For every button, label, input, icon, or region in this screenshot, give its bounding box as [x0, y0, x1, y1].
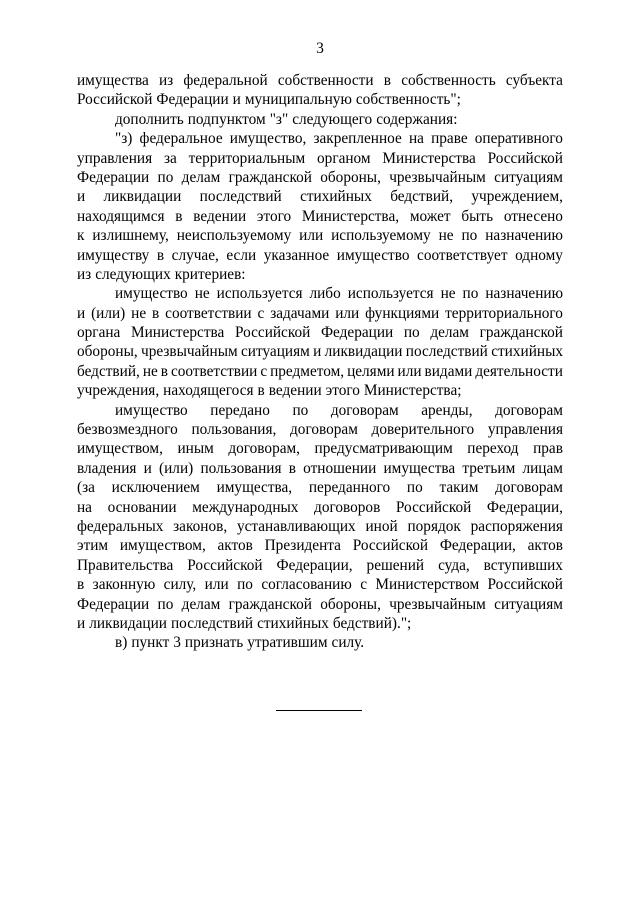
text-line [77, 149, 563, 168]
word: Министерства; [363, 382, 462, 400]
word: делам [181, 168, 221, 186]
word: (или) [159, 459, 194, 477]
word: закрепленное [313, 130, 402, 148]
text-line [77, 226, 563, 245]
word: (или) [91, 304, 126, 322]
word: согласованию [261, 576, 352, 594]
word: находящегося [163, 382, 254, 400]
word: третьим [462, 459, 516, 477]
word: договорам [290, 421, 358, 439]
word: Федерации [320, 324, 394, 342]
word: управления [77, 149, 153, 167]
word: лицам [522, 459, 563, 477]
text-line [77, 168, 563, 187]
word: Правительства [77, 556, 174, 574]
word: договорам, [228, 440, 301, 458]
word: дополнить [115, 110, 184, 128]
word: используется [347, 285, 434, 303]
word: и [77, 188, 86, 206]
word: соответствии [165, 304, 252, 322]
word: передано [210, 401, 270, 419]
word: Министерством [375, 576, 480, 594]
word: стихийных [257, 614, 329, 632]
word: из [158, 72, 174, 89]
word: имущества [77, 72, 149, 89]
word: и [143, 459, 152, 477]
word: по [406, 479, 423, 497]
word: федеральное [139, 130, 223, 148]
word: подпунктом [187, 110, 266, 128]
word: владения [77, 459, 137, 477]
text-line [77, 439, 563, 458]
word: Министерства, [301, 207, 400, 225]
word: Министерства [382, 149, 476, 167]
word: этого [325, 382, 360, 400]
text-line [77, 633, 563, 652]
word: находящимся [77, 207, 165, 225]
word: праве [431, 130, 468, 148]
text-line [77, 323, 563, 342]
word: пользования, [191, 421, 277, 439]
word: аренды, [421, 401, 473, 419]
word: оперативного [474, 130, 563, 148]
text-line [77, 71, 563, 90]
word: гражданской [228, 595, 312, 613]
word: ведении [268, 382, 322, 400]
word: не [440, 285, 456, 303]
word: не [194, 285, 210, 303]
word: Российской [77, 91, 153, 109]
word: чрезвычайным [389, 168, 486, 186]
word: последствий [405, 343, 488, 361]
word: целями [347, 362, 395, 380]
text-line [77, 498, 563, 517]
word: Российской [234, 324, 311, 342]
word: имущество [115, 285, 188, 303]
word: если [226, 246, 257, 264]
word: ликвидации [324, 343, 403, 361]
word: иной [365, 517, 398, 535]
word: обороны, [320, 595, 381, 613]
word: не [131, 304, 147, 322]
word: Федерации [77, 595, 150, 613]
word: может [409, 207, 451, 225]
text-line [77, 284, 563, 303]
text-line [77, 362, 563, 381]
word: федеральных [77, 517, 164, 535]
word: силу, [163, 576, 197, 594]
text-line [77, 420, 563, 439]
word: органа [77, 324, 121, 342]
text-line [77, 207, 563, 226]
word: назначению [485, 227, 563, 245]
word: по [462, 285, 479, 303]
word: Российской [187, 556, 263, 574]
word: делам [181, 595, 221, 613]
text-line [77, 265, 563, 284]
word: учреждением, [471, 188, 563, 206]
word: Федерации, [486, 498, 563, 516]
word: последствий [170, 614, 254, 632]
word: имущество, [229, 130, 307, 148]
word: переход [467, 440, 519, 458]
word: переданного [308, 479, 391, 497]
word: по [292, 401, 309, 419]
word: не [438, 227, 454, 245]
text-line [77, 401, 563, 420]
end-of-text-rule [276, 710, 362, 711]
word: и [77, 304, 86, 322]
text-line [77, 110, 563, 129]
word: силу. [331, 634, 365, 652]
word: чрезвычайным [389, 595, 486, 613]
word: ликвидации [103, 188, 182, 206]
word: используемому [331, 227, 431, 245]
word: в [152, 304, 160, 322]
word: прав [533, 440, 563, 458]
word: актов [217, 537, 253, 555]
word: по [461, 227, 478, 245]
word: бедствий)."; [332, 614, 412, 632]
word: в [77, 576, 85, 594]
word: и [232, 91, 241, 109]
word: следующего [292, 110, 373, 128]
word: Президента [264, 537, 341, 555]
word: утратившим [247, 634, 328, 652]
word: имущества, [216, 479, 293, 497]
word: по [403, 324, 420, 342]
word: случае, [171, 246, 219, 264]
word: содержания: [376, 110, 458, 128]
word: не [142, 362, 158, 380]
word: излишнему, [92, 227, 169, 245]
word: с [360, 576, 367, 594]
word: следующих [95, 265, 171, 283]
word: с [260, 362, 268, 380]
text-line [77, 381, 563, 400]
text-line [77, 536, 563, 555]
word: территориальным [188, 149, 306, 167]
word: быть [461, 207, 494, 225]
document-body [77, 71, 563, 653]
word: в [383, 72, 391, 89]
word: или [299, 227, 324, 245]
word: законную [92, 576, 156, 594]
word: на [408, 130, 424, 148]
word: устанавливающих [236, 517, 356, 535]
word: за [163, 149, 177, 167]
word: стихийных [491, 343, 563, 361]
text-line [77, 342, 563, 361]
word: критериев: [174, 265, 246, 283]
word: федеральной [183, 72, 268, 89]
word: имуществу [77, 246, 150, 264]
word: делам [430, 324, 469, 342]
word: 3 [173, 634, 181, 652]
word: предусматривающим [314, 440, 453, 458]
word: последствий [199, 188, 282, 206]
word: одному [515, 246, 563, 264]
word: пункт [131, 634, 170, 652]
word: соответствии [170, 362, 258, 380]
word: неиспользуемому [176, 227, 292, 245]
word: по [157, 595, 174, 613]
word: или [204, 576, 229, 594]
word: международных [192, 498, 299, 516]
word: доверительного [371, 421, 475, 439]
word: Российской [352, 537, 429, 555]
word: муниципальную [244, 91, 352, 109]
word: Российской [487, 149, 563, 167]
word: собственность [401, 72, 496, 89]
word: и [77, 614, 86, 632]
word: гражданской [479, 324, 563, 342]
word: обороны, [320, 168, 381, 186]
word: соответствует [417, 246, 508, 264]
word: субъекта [505, 72, 563, 89]
word: отношении [303, 459, 377, 477]
word: и [313, 343, 322, 361]
text-line [77, 246, 563, 265]
word: решений [366, 556, 425, 574]
text-line [77, 517, 563, 536]
word: "з) [115, 130, 133, 148]
word: вступивших [483, 556, 563, 574]
word: по [237, 576, 253, 594]
word: пользования [200, 459, 282, 477]
word: или [397, 362, 422, 380]
text-line [77, 614, 563, 633]
word: имущества [383, 459, 456, 477]
word: либо [309, 285, 341, 303]
word: ситуациям [494, 595, 563, 613]
word: предметом, [270, 362, 345, 380]
word: договорам [495, 479, 563, 497]
word: ведении [193, 207, 247, 225]
word: договоров [314, 498, 381, 516]
text-line [77, 459, 563, 478]
word: исключением [111, 479, 200, 497]
word: территориального [445, 304, 563, 322]
word: гражданской [228, 168, 312, 186]
word: органом [317, 149, 371, 167]
word: ситуациям [494, 168, 563, 186]
word: ситуациям [241, 343, 310, 361]
word: (за [77, 479, 95, 497]
word: на [77, 498, 92, 516]
word: по [157, 168, 174, 186]
word: задачами [270, 304, 330, 322]
text-line [77, 304, 563, 323]
word: в [160, 362, 168, 380]
word: имущество [115, 401, 188, 419]
word: Федерации, [439, 537, 516, 555]
word: ликвидации [89, 614, 167, 632]
word: этим [77, 537, 109, 555]
word: распоряжения [470, 517, 563, 535]
text-line [77, 129, 563, 148]
word: признать [184, 634, 244, 652]
word: в [175, 207, 183, 225]
word: Российской [395, 498, 472, 516]
text-line [77, 556, 563, 575]
word: бедствий, [390, 188, 454, 206]
word: видами [424, 362, 473, 380]
word: таким [439, 479, 479, 497]
word: назначению [485, 285, 563, 303]
word: в) [115, 634, 128, 652]
word: порядок [407, 517, 461, 535]
word: договорам [495, 401, 563, 419]
word: бедствий, [77, 362, 140, 380]
word: безвозмездного [77, 421, 178, 439]
word: имуществом, [77, 440, 163, 458]
word: Российской [487, 576, 563, 594]
word: иным [177, 440, 214, 458]
word: в [288, 459, 296, 477]
word: стихийных [300, 188, 372, 206]
word: с [257, 304, 265, 322]
word: отнесено [503, 207, 563, 225]
word: функциями [365, 304, 440, 322]
word: или [335, 304, 360, 322]
word: в [257, 382, 265, 400]
word: Федерации, [276, 556, 353, 574]
word: к [77, 227, 85, 245]
word: договорам [330, 401, 399, 419]
word: собственности [277, 72, 374, 89]
text-line [77, 575, 563, 594]
word: этого [256, 207, 292, 225]
text-line [77, 187, 563, 206]
word: обороны, [77, 343, 138, 361]
word: указанное [263, 246, 330, 264]
word: деятельности [475, 362, 563, 380]
word: из [77, 265, 92, 283]
text-line [77, 595, 563, 614]
text-line [77, 478, 563, 497]
word: имуществом, [119, 537, 206, 555]
word: Федерации [77, 168, 150, 186]
text-line [77, 90, 563, 109]
word: используется [216, 285, 303, 303]
word: "з" [269, 110, 289, 128]
word: Министерства [130, 324, 225, 342]
word: Федерации [156, 91, 229, 109]
word: имущество [336, 246, 410, 264]
word: в [156, 246, 165, 264]
word: управления [487, 421, 563, 439]
word: актов [527, 537, 563, 555]
page-number: 3 [316, 40, 324, 57]
word: собственность"; [355, 91, 461, 109]
word: учреждения, [77, 382, 160, 400]
word: суда, [438, 556, 470, 574]
word: основании [107, 498, 177, 516]
word: законов, [173, 517, 228, 535]
word: чрезвычайным [141, 343, 238, 361]
